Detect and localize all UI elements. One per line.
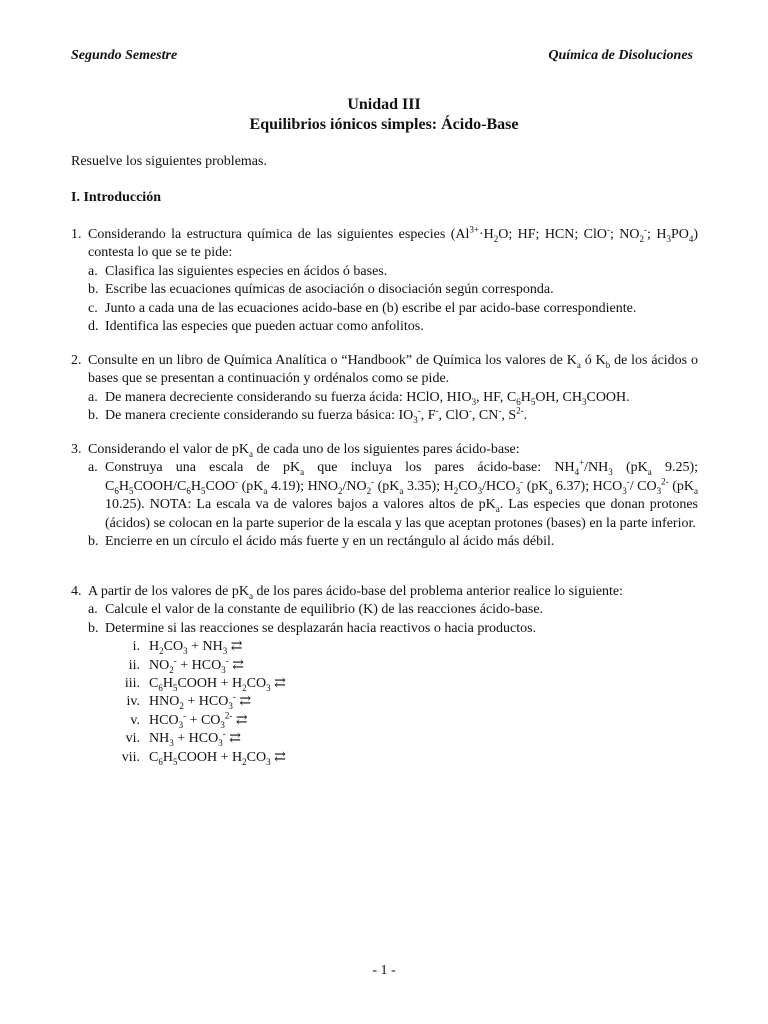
sub-item: b. De manera creciente considerando su fuerza básica: $IO_3^-$, F-, ClO-, CN-, $S^{2-}$.	[88, 405, 528, 426]
problem-statement: Considerando la estructura química de las siguientes especies ($Al^{3+}\cdot H_2O$; HF; HCN; ClO-; $NO_2^-$; $H_3PO_4$) contesta lo que se te pide: a. Clasifica las siguientes especies en ácidos ó bases. b. Escribe las ecuaciones químicas de asociación o disociación según corresponda. c. Junto a cada una de las ecuaciones acido-base en (b) escribe el par acido-base correspondiente. d. Identifica las especies que pueden actuar como anfolitos.	[88, 226, 698, 336]
title-block	[0, 95, 768, 135]
page-number: - 1 -	[372, 963, 396, 978]
problem-number: 1.	[71, 227, 82, 242]
sub-item: a. Clasifica las siguientes especies en ácidos ó bases.	[88, 263, 388, 279]
reaction-item: iv. $HNO_2 + HCO_3^-$ ⇄	[126, 691, 252, 712]
problem-statement: A partir de los valores de $pK_a$ de los pares ácido-base del problema anterior realice lo siguiente: a. Calcule el valor de la constante de equilibrio (K) de las reacciones ácido-base. b. Determine si las reacciones se desplazarán hacia reactivos o hacia productos. i. $H_2CO_3 + NH_3$ ⇄ ii. $NO_2^- + HCO_3^-$ ⇄ iii. $C_6H_5COOH + H_2CO_3$ ⇄ iv. $HNO_2 + HCO_3^-$ ⇄ v. $HCO_3^- + CO_3^{2-}$ ⇄ vi. $NH_3 + HCO_3^-$ ⇄ vii. $C_6H_5COOH + H_2CO_3$ ⇄	[88, 583, 698, 767]
sub-item: b. Determine si las reacciones se desplazarán hacia reactivos o hacia productos.	[88, 620, 537, 636]
problem-statement: Consulte en un libro de Química Analítica o “Handbook” de Química los valores de $K_a$ ó $K_b$ de los ácidos o bases que se presentan a continuación y ordénalos como se pide. a. De manera decreciente considerando su fuerza ácida: HClO, $HIO_3$, HF, $C_6H_5OH$, $CH_3COOH$. b. De manera creciente considerando su fuerza básica: $IO_3^-$, F-, ClO-, CN-, $S^{2-}$.	[88, 353, 698, 426]
header-course-semester: Segundo Semestre	[71, 48, 178, 63]
unit-title: Unidad III	[347, 96, 421, 113]
problem-number: 2.	[71, 353, 82, 368]
sub-item: a. De manera decreciente considerando su fuerza ácida: HClO, $HIO_3$, HF, $C_6H_5OH$, $CH_3COOH$.	[88, 389, 630, 407]
sub-item: d. Identifica las especies que pueden actuar como anfolitos.	[88, 319, 424, 335]
reaction-item: iii. $C_6H_5COOH + H_2CO_3$ ⇄	[124, 676, 286, 693]
sub-item: a. Construya una escala de $pK_a$ que incluya los pares ácido-base: $NH_4^+/NH_3$ ($pK_a$ 9.25); $C_6H_5COOH/C_6H_5COO^-$ ($pK_a$ 4.19); $HNO_2/NO_2^-$ ($pK_a$ 3.35); $H_2CO_3/HCO_3^-$ ($pK_a$ 6.37); $HCO_3^-/$ $CO_3^{2-}$ ($pK_a$ 10.25). NOTA: La escala va de valores bajos a valores altos de $pK_a$. Las especies que donan protones (ácidos) se colocan en la parte superior de la escala y las que aceptan protones (bases) en la parte inferior.	[88, 457, 699, 531]
sub-item: b. Encierre en un círculo el ácido más fuerte y en un rectángulo al ácido más débil.	[88, 534, 555, 550]
reaction-item: ii. $NO_2^- + HCO_3^-$ ⇄	[128, 654, 244, 675]
sub-item: b. Escribe las ecuaciones químicas de asociación o disociación según corresponda.	[88, 282, 554, 298]
header-subject: Química de Disoluciones	[548, 48, 693, 63]
problem-4	[71, 583, 698, 767]
sub-item: c. Junto a cada una de las ecuaciones acido-base en (b) escribe el par acido-base correspondiente.	[88, 300, 637, 316]
problem-1	[71, 226, 698, 336]
problem-2	[71, 352, 698, 426]
problem-number: 3.	[71, 442, 82, 457]
unit-subtitle: Equilibrios iónicos simples: Ácido-Base	[249, 116, 519, 133]
reaction-item: v. $HCO_3^- + CO_3^{2-}$ ⇄	[130, 710, 248, 730]
section-title: I. Introducción	[71, 190, 161, 205]
problem-statement: Considerando el valor de $pK_a$ de cada uno de los siguientes pares ácido-base: a. Construya una escala de $pK_a$ que incluya los pares ácido-base: $NH_4^+/NH_3$ ($pK_a$ 9.25); $C_6H_5COOH/C_6H_5COO^-$ ($pK_a$ 4.19); $HNO_2/NO_2^-$ ($pK_a$ 3.35); $H_2CO_3/HCO_3^-$ ($pK_a$ 6.37); $HCO_3^-/$ $CO_3^{2-}$ ($pK_a$ 10.25). NOTA: La escala va de valores bajos a valores altos de $pK_a$. Las especies que donan protones (ácidos) se colocan en la parte superior de la escala y las que aceptan protones (bases) en la parte inferior. b. Encierre en un círculo el ácido más fuerte y en un rectángulo al ácido más débil.	[88, 441, 698, 551]
problem-number: 4.	[71, 584, 82, 599]
problem-3	[71, 441, 698, 551]
reaction-item: i. $H_2CO_3 + NH_3$ ⇄	[132, 639, 243, 657]
intro-text: Resuelve los siguientes problemas.	[71, 154, 267, 169]
reaction-item: vi. $NH_3 + HCO_3^-$ ⇄	[125, 728, 241, 749]
sub-item: a. Calcule el valor de la constante de equilibrio (K) de las reacciones ácido-base.	[88, 602, 544, 618]
reaction-item: vii. $C_6H_5COOH + H_2CO_3$ ⇄	[121, 749, 286, 767]
